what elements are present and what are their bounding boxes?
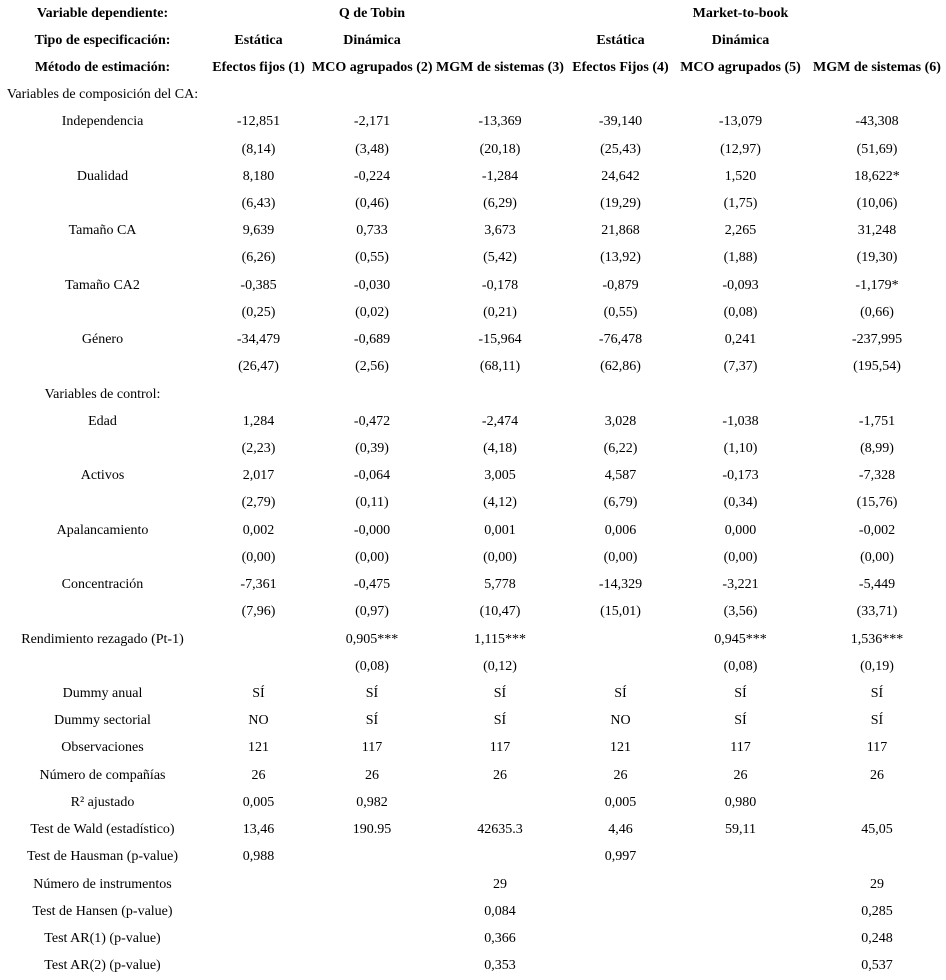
cell-value: (2,56)	[355, 359, 389, 375]
cell-value: -0,002	[858, 522, 896, 538]
specification-row	[0, 27, 946, 54]
row-label: Test de Hansen (p-value)	[32, 903, 173, 919]
table-row	[0, 354, 946, 381]
cell-value: -14,329	[598, 577, 643, 593]
row-label: Dummy anual	[62, 685, 143, 701]
cell-value: (5,42)	[483, 250, 517, 266]
row-label: Tipo de especificación:	[34, 32, 171, 48]
cell-value: -13,079	[718, 114, 763, 130]
cell-value: (0,46)	[355, 196, 389, 212]
cell-value: -237,995	[851, 332, 903, 348]
cell-value: 0,241	[724, 332, 757, 348]
cell-value: -7,328	[858, 468, 896, 484]
cell-value	[205, 898, 312, 925]
cell-value: SÍ	[870, 685, 884, 701]
row-label: Género	[81, 332, 124, 348]
cell-value: SÍ	[734, 685, 747, 701]
cell-value: (0,00)	[241, 549, 276, 565]
cell-value: (33,71)	[856, 604, 898, 620]
cell-value: (15,76)	[856, 495, 898, 511]
row-label	[0, 599, 205, 626]
cell-value: (2,79)	[241, 495, 276, 511]
dependent-variable-mtb: Market-to-book	[692, 5, 789, 21]
cell-value: -1,751	[858, 413, 896, 429]
cell-value	[568, 925, 673, 952]
cell-value: 5,778	[484, 577, 516, 593]
table-row	[0, 190, 946, 217]
method-col5: MCO agrupados (5)	[680, 59, 801, 75]
table-row	[0, 490, 946, 517]
cell-value: (0,55)	[603, 304, 638, 320]
cell-value: -76,478	[598, 332, 643, 348]
cell-value: -43,308	[855, 114, 899, 130]
cell-value: (10,47)	[479, 604, 521, 620]
cell-value: 121	[248, 740, 269, 756]
row-label	[0, 299, 205, 326]
row-label: Dualidad	[76, 168, 129, 184]
cell-value: 9,639	[242, 223, 275, 239]
cell-value: (0,55)	[355, 250, 389, 266]
table-row	[0, 544, 946, 571]
cell-value: -13,369	[478, 114, 522, 130]
cell-value: -7,361	[240, 577, 277, 593]
cell-value: -0,030	[353, 277, 391, 293]
cell-value: 29	[493, 876, 507, 892]
cell-value	[312, 898, 432, 925]
table-row	[0, 871, 946, 898]
cell-value	[205, 381, 312, 408]
cell-value: -0,475	[353, 577, 391, 593]
cell-value: SÍ	[870, 713, 884, 729]
table-row	[0, 408, 946, 435]
cell-value: SÍ	[734, 713, 747, 729]
cell-value: -5,449	[858, 577, 896, 593]
cell-value: -0,385	[240, 277, 277, 293]
cell-value	[205, 626, 312, 653]
cell-value: 0,982	[356, 794, 388, 810]
cell-value	[568, 871, 673, 898]
cell-value	[312, 381, 432, 408]
row-label	[0, 653, 205, 680]
cell-value: 0,002	[242, 522, 275, 538]
cell-value: (0,08)	[355, 658, 389, 674]
row-label: Independencia	[61, 114, 144, 130]
cell-value: -3,221	[722, 577, 759, 593]
cell-value	[673, 844, 808, 871]
cell-value: 0,945***	[714, 631, 767, 647]
cell-value: (15,01)	[600, 604, 641, 620]
row-label: Observaciones	[61, 740, 144, 756]
cell-value	[673, 82, 808, 109]
cell-value: -1,284	[481, 168, 519, 184]
table-row	[0, 789, 946, 816]
cell-value: (0,39)	[355, 441, 389, 457]
cell-value: 0,997	[604, 849, 637, 865]
specification-col3	[432, 27, 568, 54]
table-row	[0, 626, 946, 653]
cell-value	[673, 898, 808, 925]
cell-value: -0,093	[722, 277, 759, 293]
cell-value: 1,536***	[850, 631, 904, 647]
cell-value: 0,005	[242, 794, 275, 810]
cell-value: (25,43)	[600, 141, 641, 157]
cell-value: (19,29)	[600, 196, 641, 212]
table-row	[0, 599, 946, 626]
table-row	[0, 572, 946, 599]
cell-value	[673, 871, 808, 898]
cell-value: 0,005	[604, 794, 637, 810]
cell-value	[205, 925, 312, 952]
cell-value	[312, 925, 432, 952]
specification-col1: Estática	[234, 32, 283, 48]
cell-value: SÍ	[493, 685, 507, 701]
row-label	[0, 354, 205, 381]
cell-value: 8,180	[242, 168, 275, 184]
cell-value: 4,587	[604, 468, 637, 484]
cell-value: 26	[613, 767, 628, 783]
cell-value	[432, 82, 568, 109]
cell-value: -0,224	[353, 168, 391, 184]
cell-value	[205, 653, 312, 680]
cell-value: (0,02)	[355, 304, 389, 320]
cell-value: 1,284	[242, 413, 275, 429]
method-col6: MGM de sistemas (6)	[813, 59, 941, 75]
table-row	[0, 435, 946, 462]
cell-value: 2,017	[242, 468, 275, 484]
cell-value: 13,46	[242, 822, 275, 838]
cell-value: -0,879	[602, 277, 639, 293]
cell-value: -0,178	[481, 277, 519, 293]
cell-value: 29	[870, 876, 884, 892]
table-row	[0, 463, 946, 490]
cell-value: (6,29)	[483, 196, 517, 212]
specification-col6	[808, 27, 946, 54]
cell-value: 0,285	[861, 903, 893, 919]
cell-value: -1,038	[722, 413, 759, 429]
cell-value: 3,673	[484, 223, 516, 239]
cell-value: -39,140	[598, 114, 643, 130]
row-label	[0, 490, 205, 517]
cell-value: (8,99)	[860, 441, 894, 457]
cell-value: (195,54)	[853, 359, 901, 375]
table-header	[0, 0, 946, 82]
cell-value: (7,96)	[241, 604, 276, 620]
cell-value: -0,689	[353, 332, 391, 348]
row-label: R² ajustado	[70, 794, 135, 810]
cell-value: -0,472	[353, 413, 391, 429]
cell-value: 0,006	[604, 522, 637, 538]
cell-value: (0,97)	[355, 604, 389, 620]
row-label: Número de compañías	[39, 767, 166, 783]
cell-value	[312, 844, 432, 871]
cell-value: (13,92)	[600, 250, 641, 266]
table-row	[0, 898, 946, 925]
table-row	[0, 653, 946, 680]
row-label: Edad	[88, 413, 117, 429]
cell-value: 0,905***	[345, 631, 399, 647]
row-label: Apalancamiento	[56, 522, 149, 538]
cell-value	[568, 626, 673, 653]
cell-value: 0,353	[484, 958, 516, 974]
cell-value: (0,19)	[860, 658, 894, 674]
row-label	[0, 190, 205, 217]
cell-value: (6,26)	[241, 250, 276, 266]
cell-value: -15,964	[478, 332, 522, 348]
cell-value: -12,851	[236, 114, 281, 130]
row-label: Test de Hausman (p-value)	[26, 849, 179, 865]
cell-value: -1,179*	[855, 277, 899, 293]
cell-value: (6,22)	[603, 441, 638, 457]
table-row	[0, 708, 946, 735]
row-label: Tamaño CA2	[65, 277, 140, 293]
cell-value: 190.95	[352, 822, 392, 838]
cell-value: SÍ	[252, 685, 265, 701]
cell-value: 31,248	[857, 223, 897, 239]
cell-value	[432, 844, 568, 871]
cell-value	[568, 381, 673, 408]
section-label: Variables de composición del CA:	[6, 87, 199, 103]
cell-value: (0,66)	[860, 304, 894, 320]
cell-value: (1,75)	[723, 196, 758, 212]
cell-value: (12,97)	[720, 141, 761, 157]
cell-value: -2,474	[481, 413, 519, 429]
cell-value: 0,733	[356, 223, 388, 239]
table-row	[0, 953, 946, 980]
cell-value: 0,000	[724, 522, 757, 538]
cell-value: 18,622*	[854, 168, 900, 184]
cell-value	[312, 82, 432, 109]
cell-value: 26	[493, 767, 507, 783]
cell-value: (6,43)	[241, 196, 276, 212]
table-row	[0, 299, 946, 326]
cell-value: (0,21)	[483, 304, 517, 320]
cell-value: 26	[870, 767, 884, 783]
cell-value: (6,79)	[603, 495, 638, 511]
cell-value: (0,11)	[355, 495, 389, 511]
row-label: Tamaño CA	[68, 223, 137, 239]
cell-value: (1,10)	[723, 441, 758, 457]
row-label: Concentración	[61, 577, 144, 593]
cell-value: (0,08)	[723, 658, 758, 674]
cell-value: 26	[251, 767, 266, 783]
table-row	[0, 844, 946, 871]
cell-value: (20,18)	[479, 141, 521, 157]
cell-value: 1,520	[724, 168, 757, 184]
cell-value: (4,18)	[483, 441, 517, 457]
cell-value: 26	[365, 767, 379, 783]
specification-col4: Estática	[596, 32, 645, 48]
cell-value: SÍ	[493, 713, 507, 729]
cell-value	[432, 381, 568, 408]
table-row	[0, 272, 946, 299]
cell-value	[808, 844, 946, 871]
cell-value	[205, 82, 312, 109]
row-label: Número de instrumentos	[33, 876, 172, 892]
cell-value: (0,00)	[355, 549, 389, 565]
specification-col5: Dinámica	[711, 32, 770, 48]
cell-value	[568, 953, 673, 980]
cell-value: (0,08)	[723, 304, 758, 320]
section-row	[0, 82, 946, 109]
cell-value: (1,88)	[723, 250, 758, 266]
cell-value: SÍ	[365, 713, 379, 729]
cell-value	[568, 898, 673, 925]
cell-value: 42635.3	[477, 822, 523, 838]
row-label: Test AR(2) (p-value)	[44, 958, 161, 974]
cell-value	[205, 953, 312, 980]
cell-value: (51,69)	[856, 141, 898, 157]
row-label	[0, 435, 205, 462]
cell-value: 0,980	[724, 794, 757, 810]
cell-value	[673, 925, 808, 952]
cell-value	[432, 789, 568, 816]
cell-value: 0,537	[861, 958, 893, 974]
cell-value: (68,11)	[479, 359, 521, 375]
row-label: Dummy sectorial	[54, 713, 151, 729]
cell-value: (3,56)	[723, 604, 758, 620]
method-col1: Efectos fijos (1)	[212, 59, 305, 75]
cell-value	[205, 871, 312, 898]
table-row	[0, 163, 946, 190]
row-label	[0, 245, 205, 272]
cell-value: 4,46	[608, 822, 633, 838]
cell-value: (0,00)	[603, 549, 638, 565]
cell-value: 21,868	[601, 223, 640, 239]
cell-value: 0,084	[484, 903, 516, 919]
table-row	[0, 816, 946, 843]
row-label	[0, 544, 205, 571]
table-row	[0, 735, 946, 762]
cell-value: 117	[361, 740, 383, 756]
cell-empty	[568, 0, 673, 27]
cell-value: (7,37)	[723, 359, 758, 375]
cell-value: 117	[866, 740, 888, 756]
cell-value: NO	[248, 713, 269, 729]
cell-value: NO	[610, 713, 631, 729]
cell-value: 0,988	[242, 849, 275, 865]
cell-value	[808, 82, 946, 109]
cell-value: -0,064	[353, 468, 391, 484]
dependent-variable-row	[0, 0, 946, 27]
cell-value	[312, 871, 432, 898]
row-label	[0, 136, 205, 163]
table-body	[0, 82, 946, 980]
table-row	[0, 245, 946, 272]
cell-value: 24,642	[601, 168, 640, 184]
cell-value: (0,34)	[723, 495, 758, 511]
cell-value: 0,248	[861, 930, 893, 946]
cell-value: 0,001	[484, 522, 516, 538]
cell-value: -0,173	[722, 468, 759, 484]
table-row	[0, 218, 946, 245]
row-label: Variable dependiente:	[36, 5, 169, 21]
cell-value: 3,028	[604, 413, 637, 429]
cell-value: (3,48)	[355, 141, 389, 157]
cell-value: SÍ	[365, 685, 379, 701]
method-col2: MCO agrupados (2)	[312, 59, 433, 75]
cell-value: 45,05	[861, 822, 893, 838]
table-row	[0, 925, 946, 952]
method-col4: Efectos Fijos (4)	[572, 59, 669, 75]
cell-value	[568, 82, 673, 109]
row-label: Activos	[80, 468, 125, 484]
row-label: Test AR(1) (p-value)	[44, 930, 161, 946]
cell-value: 121	[610, 740, 631, 756]
row-label: Rendimiento rezagado (Pt-1)	[21, 631, 184, 647]
cell-value	[808, 789, 946, 816]
method-col3: MGM de sistemas (3)	[436, 59, 564, 75]
cell-value: (26,47)	[238, 359, 279, 375]
cell-value: 0,366	[484, 930, 516, 946]
cell-value: (2,23)	[241, 441, 276, 457]
cell-value: (0,00)	[483, 549, 517, 565]
cell-empty	[808, 0, 946, 27]
cell-value: -2,171	[353, 114, 391, 130]
table-row	[0, 762, 946, 789]
cell-value: 59,11	[725, 822, 756, 838]
cell-value: -0,000	[353, 522, 391, 538]
table-row	[0, 517, 946, 544]
cell-value: (0,12)	[483, 658, 517, 674]
cell-value	[312, 953, 432, 980]
row-label: Test de Wald (estadístico)	[30, 822, 175, 838]
cell-value: (62,86)	[600, 359, 641, 375]
cell-value: 2,265	[724, 223, 757, 239]
cell-value: 26	[733, 767, 748, 783]
section-row	[0, 381, 946, 408]
cell-value: SÍ	[614, 685, 627, 701]
cell-value: (19,30)	[856, 250, 898, 266]
cell-value: 117	[489, 740, 511, 756]
table-row	[0, 680, 946, 707]
table-row	[0, 136, 946, 163]
cell-value	[808, 381, 946, 408]
cell-value: 3,005	[484, 468, 516, 484]
cell-value: (0,25)	[241, 304, 276, 320]
section-label: Variables de control:	[44, 386, 161, 402]
cell-empty	[205, 0, 312, 27]
cell-value	[673, 381, 808, 408]
cell-value: (4,12)	[483, 495, 517, 511]
specification-col2: Dinámica	[343, 32, 401, 48]
cell-value	[673, 953, 808, 980]
table-row	[0, 109, 946, 136]
cell-empty	[432, 0, 568, 27]
cell-value: 1,115***	[474, 631, 526, 647]
row-label: Método de estimación:	[34, 59, 171, 75]
cell-value	[568, 653, 673, 680]
cell-value: -34,479	[236, 332, 281, 348]
cell-value: (0,00)	[723, 549, 758, 565]
cell-value: 117	[730, 740, 751, 756]
dependent-variable-qtobin: Q de Tobin	[338, 5, 406, 21]
cell-value: (10,06)	[856, 196, 898, 212]
table-row	[0, 327, 946, 354]
method-row	[0, 54, 946, 81]
cell-value: (0,00)	[860, 549, 894, 565]
cell-value: (8,14)	[241, 141, 276, 157]
